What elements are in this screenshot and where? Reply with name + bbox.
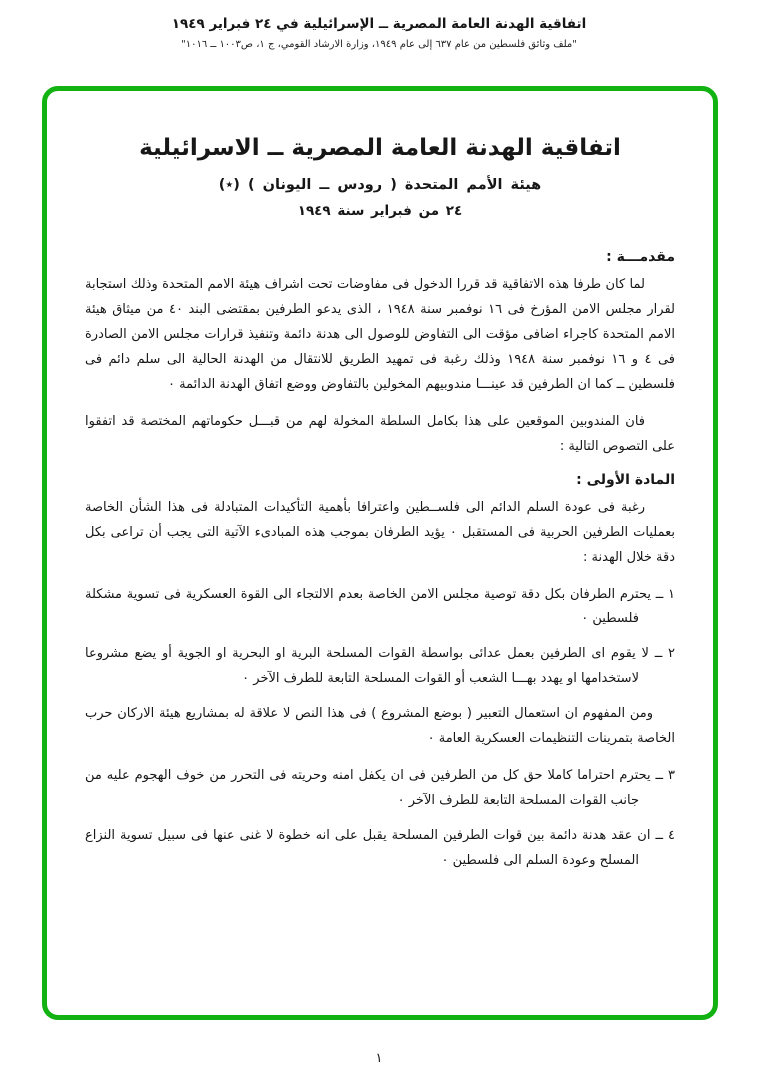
list-item-4: [85, 824, 675, 874]
item-1-text: يحترم الطرفان بكل دقة توصية مجلس الامن الخاصة بعدم الالتجاء الى القوة العسكرية فى تسوية مشكلة فلسطين ٠: [85, 586, 651, 627]
source-citation: "ملف وثائق فلسطين من عام ٦٣٧ إلى عام ١٩٤٩، وزارة الارشاد القومي، ج ١، ص١٠٠٣ ــ ١٠١٦": [181, 39, 577, 50]
article-1-heading: المادة الأولى :: [576, 471, 675, 488]
intro-heading: مقدمـــة :: [606, 249, 675, 265]
item-2-note: ومن المفهوم ان استعمال التعبير ( بوضع المشروع ) فى هذا النص لا علاقة له بمشاريع هيئة الاركان حرب الخاصة بتمرينات التنظيمات العسكرية العامة ٠: [85, 706, 675, 747]
intro-paragraph-2: فان المندوبين الموقعين على هذا بكامل السلطة المخولة لهم من قبـــل حكوماتهم المختصة قد اتفقوا على التصوص التالية :: [85, 413, 675, 454]
item-2-number: ٢ ــ: [654, 646, 676, 662]
item-4-number: ٤ ــ: [655, 828, 675, 844]
intro-paragraph-1: لما كان طرفا هذه الاتفاقية قد قررا الدخول فى مفاوضات تحت اشراف هيئة الامم المتحدة وذلك استجابة لقرار مجلس الامن المؤرخ فى ١٦ نوفمبر سنة ١٩٤٨ ، الذى يدعو الطرفين بمقتضى البند ٤٠ من ميثاق هيئة الامم المتحدة كاجراء اضافى مؤقت الى التفاوض للوصول الى هدنة دائمة وتنفيذ قرارات مجلس الامن الصادرة فى ٤ و ١٦ نوفمبر سنة ١٩٤٨ وذلك رغبة فى تمهيد الطريق للانتقال من الهدنة الحالية الى سلم دائم فى فلسطين ــ كما ان الطرفين قد عينـــا مندوبيهم المخولين بالتفاوض ووضع اتفاق الهدنة الدائمة ٠: [85, 277, 675, 392]
header-title: اتفاقية الهدنة العامة المصرية ــ الإسرائيلية في ٢٤ فبراير ١٩٤٩: [171, 16, 587, 32]
list-item-3: [85, 764, 675, 814]
document-frame: [42, 86, 718, 1020]
article-1-items: [85, 583, 675, 875]
document-date: ٢٤ من فبراير سنة ١٩٤٩: [297, 203, 463, 219]
item-2-text: لا يقوم اى الطرفين بعمل عدائى بواسطة القوات المسلحة البرية او البحرية او الجوية أو يضع مشروعا لاستخدامها او يهدد بهـــا الشعب أو القوات المسلحة التابعة للطرف الآخر ٠: [85, 646, 649, 687]
item-4-text: ان عقد هدنة دائمة بين قوات الطرفين المسلحة يقبل على انه خطوة لا غنى عنها فى سبيل تسوية النزاع المسلح وعودة السلم الى فلسطين ٠: [85, 828, 651, 869]
item-1-number: ١ ــ: [655, 586, 676, 602]
page-header: [0, 0, 758, 50]
page-number: ١: [375, 1051, 383, 1066]
document-subtitle: هيئة الأمم المتحدة ( رودس ــ اليونان ) (٭): [218, 177, 542, 193]
document-title: اتفاقية الهدنة العامة المصرية ــ الاسرائيلية: [139, 135, 621, 161]
list-item-2: [85, 642, 675, 692]
item-3-number: ٣ ــ: [655, 768, 675, 784]
item-3-text: يحترم احتراما كاملا حق كل من الطرفين فى ان يكفل امنه وحريته فى التحرر من خوف الهجوم عليه من جانب القوات المسلحة التابعة للطرف الآخر ٠: [85, 768, 651, 809]
article-1-intro: رغبة فى عودة السلم الدائم الى فلســطين واعترافا بأهمية التأكيدات المتبادلة فى هذا الشأن الخاصة بعمليات الطرفين الحربية فى المستقبل ٠ يؤيد الطرفان بموجب هذه المبادىء الآتية التى يجب أن تراعى بكل دقة خلال الهدنة :: [85, 499, 675, 565]
list-item-1: [85, 583, 675, 633]
